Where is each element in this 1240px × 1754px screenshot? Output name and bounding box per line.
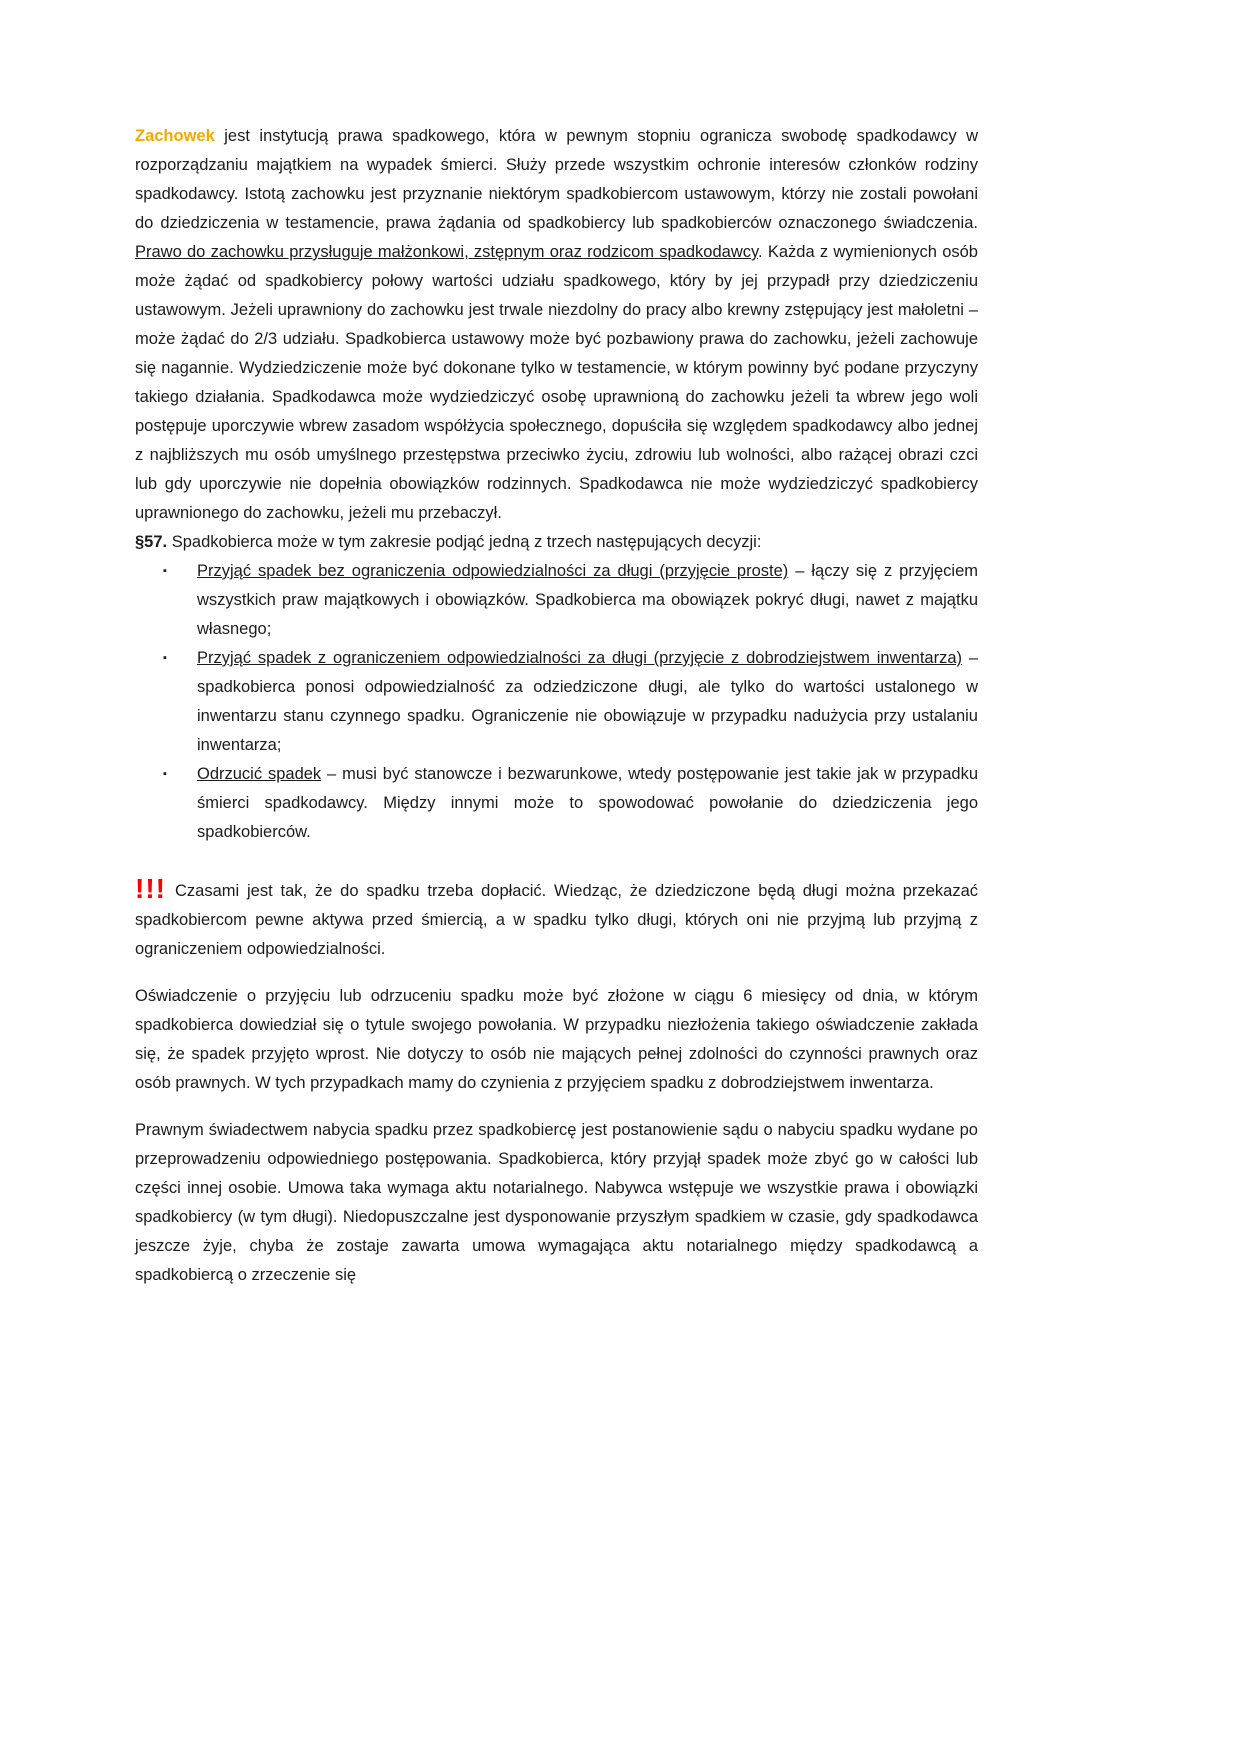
section-57-text: Spadkobierca może w tym zakresie podjąć jedną z trzech następujących decyzji:	[167, 533, 762, 551]
underlined-clause-zachowek: Prawo do zachowku przysługuje małżonkowi, zstępnym oraz rodzicom spadkodawcy	[135, 243, 759, 261]
warning-exclamation-icon: !!!	[135, 873, 166, 904]
bullet-icon: ▪	[163, 652, 167, 664]
list-item-accept-simple	[135, 557, 978, 644]
section-57-label: §57.	[135, 533, 168, 551]
bullet-1-underlined-head: Przyjąć spadek bez ograniczenia odpowiedzialności za długi (przyjęcie proste)	[197, 562, 789, 580]
document-page	[135, 122, 978, 1290]
warning-text: Czasami jest tak, że do spadku trzeba dopłacić. Wiedząc, że dziedziczone będą długi można przekazać spadkobiercom pewne aktywa przed śmiercią, a w spadku tylko długi, których oni nie przyjmą lub przyjmą z ograniczeniem odpowiedzialności.	[135, 882, 978, 958]
bullet-icon: ▪	[163, 565, 167, 577]
bullet-2-text: – spadkobierca ponosi odpowiedzialność za odziedziczone długi, ale tylko do wartości ustalonego w inwentarzu stanu czynnego spadku. Ograniczenie nie obowiązuje w przypadku nadużycia przy ustalaniu inwentarza;	[197, 649, 978, 754]
list-item-reject	[135, 760, 978, 847]
deadline-paragraph: Oświadczenie o przyjęciu lub odrzuceniu spadku może być złożone w ciągu 6 miesięcy od dnia, w którym spadkobierca dowiedział się o tytule swojego powołania. W przypadku niezłożenia takiego oświadczenie zakłada się, że spadek przyjęto wprost. Nie dotyczy to osób nie mających pełnej zdolności do czynności prawnych oraz osób prawnych. W tych przypadkach mamy do czynienia z przyjęciem spadku z dobrodziejstwem inwentarza.	[135, 987, 978, 1092]
list-item-accept-inventory	[135, 644, 978, 760]
highlighted-term-zachowek: Zachowek	[135, 127, 215, 145]
bullet-icon: ▪	[163, 768, 167, 780]
bullet-3-text: – musi być stanowcze i bezwarunkowe, wtedy postępowanie jest takie jak w przypadku śmierci spadkodawcy. Między innymi może to spowodować powołanie do dziedziczenia jego spadkobierców.	[197, 765, 978, 841]
section-57-line	[135, 528, 978, 557]
warning-paragraph	[135, 874, 978, 964]
decision-list	[135, 557, 978, 847]
bullet-3-underlined-head: Odrzucić spadek	[197, 765, 322, 783]
confirmation-paragraph: Prawnym świadectwem nabycia spadku przez spadkobiercę jest postanowienie sądu o nabyciu spadku wydane po przeprowadzeniu odpowiedniego postępowania. Spadkobierca, który przyjął spadek może zbyć go w całości lub części innej osobie. Umowa taka wymaga aktu notarialnego. Nabywca wstępuje we wszystkie prawa i obowiązki spadkobiercy (w tym długi). Niedopuszczalne jest dysponowanie przyszłym spadkiem w czasie, gdy spadkodawca jeszcze żyje, chyba że zostaje zawarta umowa wymagająca aktu notarialnego między spadkodawcą a spadkobiercą o zrzeczenie się	[135, 1121, 978, 1284]
bullet-1-text: – łączy się z przyjęciem wszystkich praw majątkowych i obowiązków. Spadkobierca ma obowiązek pokryć długi, nawet z majątku własnego;	[197, 562, 978, 638]
intro-text-before: jest instytucją prawa spadkowego, która w pewnym stopniu ogranicza swobodę spadkodawcy w rozporządzaniu majątkiem na wypadek śmierci. Służy przede wszystkim ochronie interesów członków rodziny spadkodawcy. Istotą zachowku jest przyznanie niektórym spadkobiercom ustawowym, którzy nie zostali powołani do dziedziczenia w testamencie, prawa żądania od spadkobiercy lub spadkobierców oznaczonego świadczenia.	[135, 127, 978, 232]
intro-paragraph	[135, 122, 978, 528]
intro-text-after: . Każda z wymienionych osób może żądać od spadkobiercy połowy wartości udziału spadkowego, który by jej przypadł przy dziedziczeniu ustawowym. Jeżeli uprawniony do zachowku jest trwale niezdolny do pracy albo krewny zstępujący jest małoletni – może żądać do 2/3 udziału. Spadkobierca ustawowy może być pozbawiony prawa do zachowku, jeżeli zachowuje się nagannie. Wydziedziczenie może być dokonane tylko w testamencie, w którym powinny być podane przyczyny takiego działania. Spadkodawca może wydziedziczyć osobę uprawnioną do zachowku jeżeli ta wbrew jego woli postępuje uporczywie wbrew zasadom współżycia społecznego, dopuściła się względem spadkodawcy albo jednej z najbliższych mu osób umyślnego przestępstwa przeciwko życiu, zdrowiu lub wolności, albo rażącej obrazi czci lub gdy uporczywie nie dopełnia obowiązków rodzinnych. Spadkodawca nie może wydziedziczyć spadkobiercy uprawnionego do zachowku, jeżeli mu przebaczył.	[135, 243, 978, 522]
bullet-2-underlined-head: Przyjąć spadek z ograniczeniem odpowiedzialności za długi (przyjęcie z dobrodziejstwem inwentarza)	[197, 649, 963, 667]
